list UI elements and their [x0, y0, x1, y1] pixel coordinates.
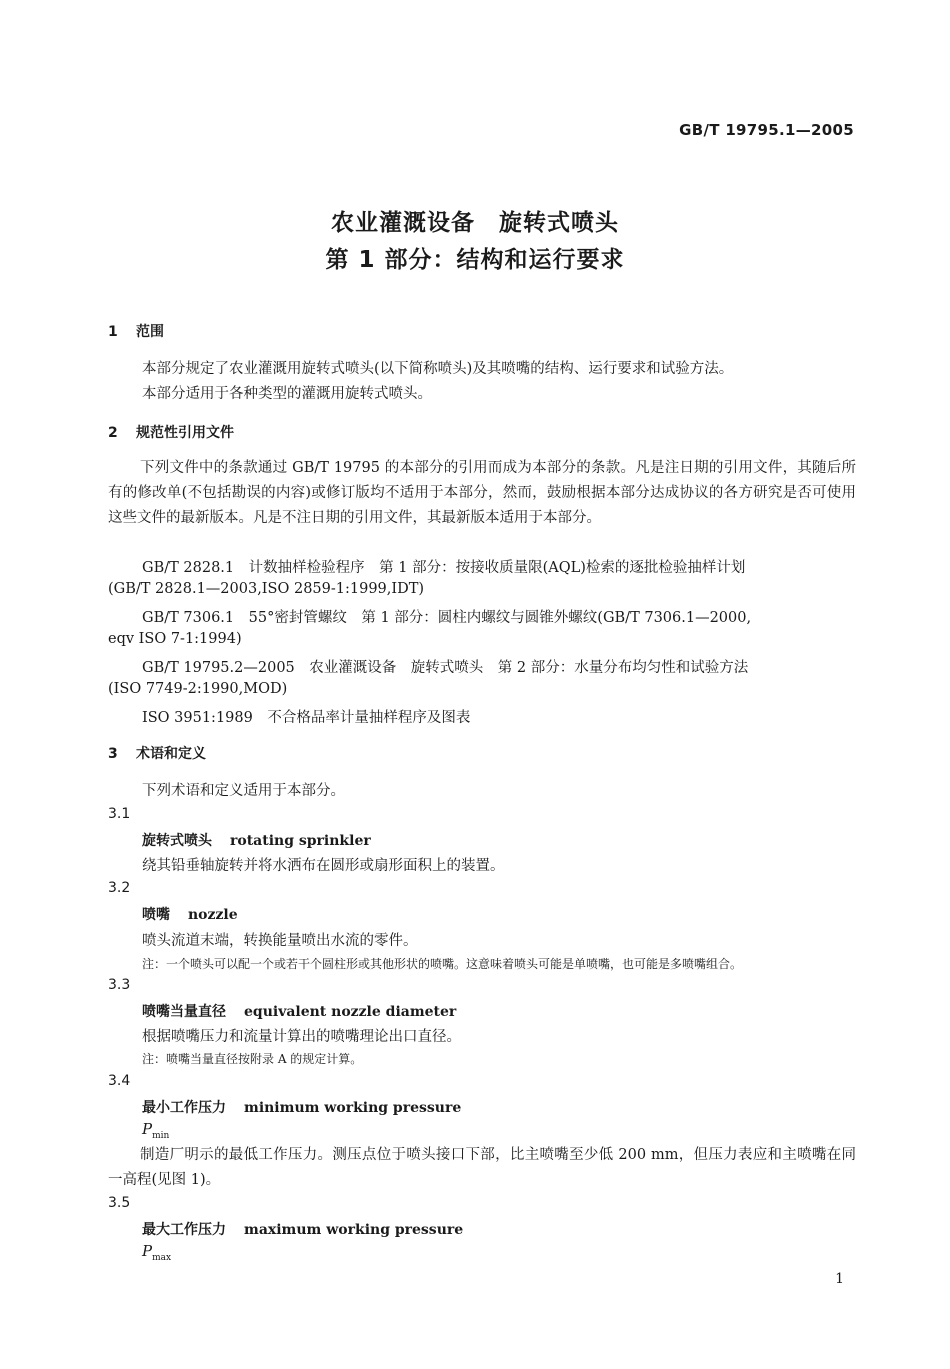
term-definition: 喷头流道末端，转换能量喷出水流的零件。: [142, 933, 418, 949]
term-zh: 最大工作压力: [142, 1222, 226, 1238]
term-definition: 根据喷嘴压力和流量计算出的喷嘴理论出口直径。: [142, 1029, 461, 1045]
section-1-heading: [108, 321, 164, 341]
reference-2-line2: eqv ISO 7-1:1994): [108, 631, 242, 647]
term-zh: 旋转式喷头: [142, 833, 212, 849]
term-heading: [142, 830, 371, 850]
term-heading: [142, 1219, 463, 1239]
document-title-line2: 第 1 部分：结构和运行要求: [325, 247, 625, 273]
symbol-subscript: min: [152, 1131, 170, 1141]
section-title: 范围: [136, 324, 164, 340]
term-zh: 最小工作压力: [142, 1100, 226, 1116]
term-symbol: [142, 1120, 169, 1141]
term-en: minimum working pressure: [244, 1100, 462, 1116]
reference-3-line2: (ISO 7749-2:1990,MOD): [108, 681, 288, 697]
section-1-para-2: 本部分适用于各种类型的灌溉用旋转式喷头。: [142, 386, 432, 402]
section-1-para-1: 本部分规定了农业灌溉用旋转式喷头(以下简称喷头)及其喷嘴的结构、运行要求和试验方法。: [142, 361, 734, 377]
term-number: 3.3: [108, 977, 131, 993]
term-number: 3.1: [108, 806, 131, 822]
section-title: 规范性引用文件: [136, 425, 234, 441]
page-number: 1: [835, 1271, 844, 1287]
section-number: 2: [108, 425, 118, 441]
term-en: maximum working pressure: [244, 1222, 464, 1238]
term-zh: 喷嘴: [142, 907, 170, 923]
standard-number: GB/T 19795.1—2005: [679, 121, 854, 139]
term-definition: 制造厂明示的最低工作压力。测压点位于喷头接口下部，比主喷嘴至少低 200 mm，但压力表应和主喷嘴在同一高程(见图 1)。: [108, 1147, 856, 1188]
reference-1-line2: (GB/T 2828.1—2003,ISO 2859-1:1999,IDT): [108, 581, 425, 597]
section-3-heading: [108, 743, 206, 763]
term-en: rotating sprinkler: [230, 833, 371, 849]
symbol-letter: P: [142, 1120, 153, 1138]
reference-2-line1: GB/T 7306.1 55°密封管螺纹 第 1 部分：圆柱内螺纹与圆锥外螺纹(GB/T 7306.1—2000,: [142, 610, 752, 626]
section-3-intro: 下列术语和定义适用于本部分。: [142, 783, 345, 799]
section-number: 1: [108, 324, 118, 340]
term-note: 注：喷嘴当量直径按附录 A 的规定计算。: [142, 1052, 363, 1066]
section-number: 3: [108, 746, 118, 762]
term-symbol: [142, 1242, 171, 1263]
term-heading: [142, 1097, 461, 1117]
term-en: equivalent nozzle diameter: [244, 1004, 457, 1020]
symbol-letter: P: [142, 1242, 153, 1260]
term-number: 3.2: [108, 880, 131, 896]
term-heading: [142, 904, 238, 924]
term-number: 3.5: [108, 1195, 131, 1211]
term-zh: 喷嘴当量直径: [142, 1004, 226, 1020]
term-en: nozzle: [188, 907, 238, 923]
term-heading: [142, 1001, 456, 1021]
reference-3-line1: GB/T 19795.2—2005 农业灌溉设备 旋转式喷头 第 2 部分：水量分布均匀性和试验方法: [142, 660, 749, 676]
term-note: 注：一个喷头可以配一个或若干个圆柱形或其他形状的喷嘴。这意味着喷头可能是单喷嘴，也可能是多喷嘴组合。: [142, 957, 743, 971]
reference-1-line1: GB/T 2828.1 计数抽样检验程序 第 1 部分：按接收质量限(AQL)检索的逐批检验抽样计划: [142, 560, 746, 576]
symbol-subscript: max: [152, 1253, 172, 1263]
reference-4-line1: ISO 3951:1989 不合格品率计量抽样程序及图表: [142, 710, 471, 726]
term-definition: 绕其铅垂轴旋转并将水洒布在圆形或扇形面积上的装置。: [142, 858, 505, 874]
document-title-line1: 农业灌溉设备 旋转式喷头: [331, 210, 619, 236]
section-title: 术语和定义: [136, 746, 206, 762]
section-2-heading: [108, 422, 234, 442]
term-number: 3.4: [108, 1073, 131, 1089]
section-2-intro: 下列文件中的条款通过 GB/T 19795 的本部分的引用而成为本部分的条款。凡是注日期的引用文件，其随后所有的修改单(不包括勘误的内容)或修订版均不适用于本部分，然而，鼓励根据本部分达成协议的各方研究是否可使用这些文件的最新版本。凡是不注日期的引用文件，其最新版本适用于本部分。: [108, 460, 856, 526]
